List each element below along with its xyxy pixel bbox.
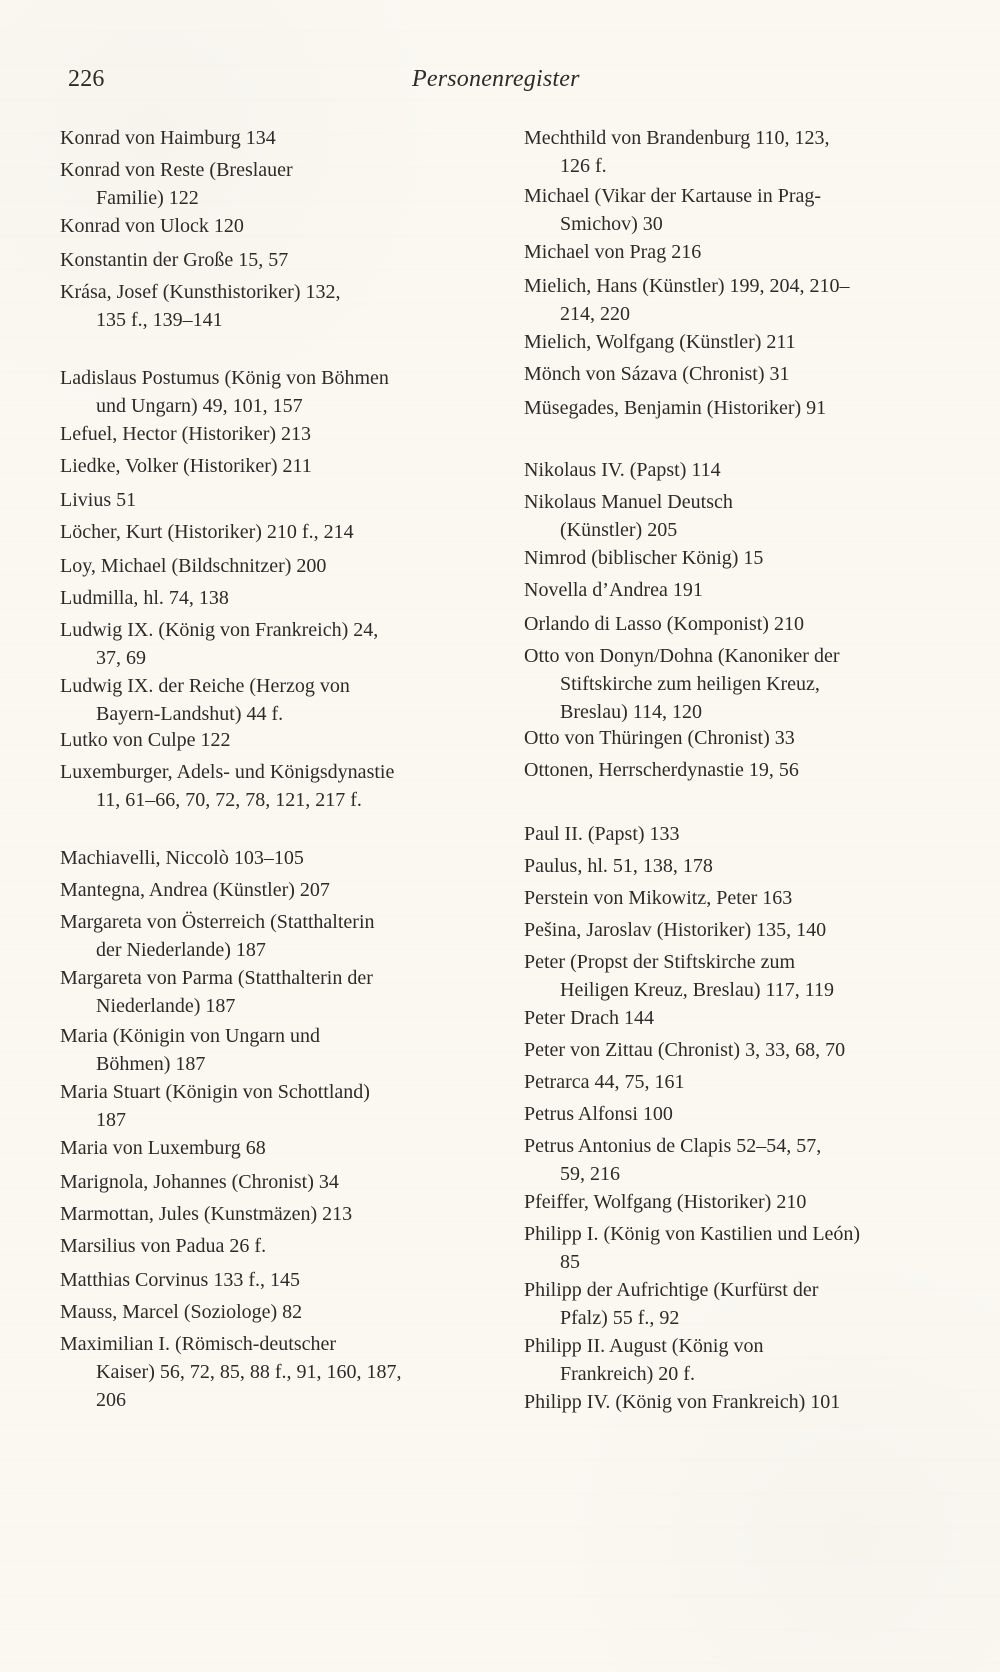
entry-continuation: Stiftskirche zum heiligen Kreuz,	[560, 673, 820, 695]
entry-line: Peter von Zittau (Chronist) 3, 33, 68, 70	[524, 1039, 846, 1061]
index-entry	[524, 272, 850, 328]
index-entry	[524, 1004, 654, 1032]
index-entry	[524, 1276, 818, 1332]
index-entry	[524, 182, 821, 238]
entry-line: Lefuel, Hector (Historiker) 213	[60, 423, 312, 445]
entry-continuation: 85	[560, 1251, 580, 1273]
index-entry	[60, 156, 293, 212]
entry-continuation: Familie) 122	[96, 187, 199, 209]
entry-continuation: 126 f.	[560, 155, 607, 177]
entry-continuation: Bayern-Landshut) 44 f.	[96, 703, 284, 725]
entry-line: Liedke, Volker (Historiker) 211	[60, 455, 312, 477]
entry-line: Müsegades, Benjamin (Historiker) 91	[524, 397, 827, 419]
index-entry	[524, 820, 680, 848]
index-entry	[60, 844, 304, 872]
entry-line: Maria von Luxemburg 68	[60, 1137, 266, 1159]
index-entry	[524, 610, 804, 638]
entry-continuation: Böhmen) 187	[96, 1053, 206, 1075]
entry-line: Matthias Corvinus 133 f., 145	[60, 1269, 300, 1291]
index-entry	[524, 724, 795, 752]
entry-line: Ludwig IX. (König von Frankreich) 24,	[60, 619, 379, 641]
index-entry	[524, 456, 721, 484]
index-entry	[524, 1068, 685, 1096]
entry-line: Konrad von Reste (Breslauer	[60, 159, 293, 181]
entry-line: Mielich, Hans (Künstler) 199, 204, 210–	[524, 275, 850, 297]
entry-continuation: der Niederlande) 187	[96, 939, 266, 961]
entry-continuation: 206	[96, 1389, 126, 1411]
index-entry	[524, 576, 703, 604]
entry-line: Mönch von Sázava (Chronist) 31	[524, 363, 790, 385]
index-entry	[60, 518, 354, 546]
index-entry	[524, 884, 792, 912]
entry-continuation: Heiligen Kreuz, Breslau) 117, 119	[560, 979, 834, 1001]
index-entry	[60, 964, 373, 1020]
entry-line: Otto von Thüringen (Chronist) 33	[524, 727, 795, 749]
entry-line: Ludmilla, hl. 74, 138	[60, 587, 229, 609]
index-entry	[524, 544, 763, 572]
index-entry	[524, 124, 830, 180]
entry-line: Ladislaus Postumus (König von Böhmen	[60, 367, 389, 389]
entry-line: Marignola, Johannes (Chronist) 34	[60, 1171, 339, 1193]
entry-line: Nikolaus IV. (Papst) 114	[524, 459, 721, 481]
entry-line: Mantegna, Andrea (Künstler) 207	[60, 879, 330, 901]
entry-continuation: 11, 61–66, 70, 72, 78, 121, 217 f.	[96, 789, 362, 811]
entry-line: Petrus Alfonsi 100	[524, 1103, 673, 1125]
index-entry	[60, 552, 326, 580]
entry-line: Nimrod (biblischer König) 15	[524, 547, 764, 569]
index-entry	[524, 238, 701, 266]
index-entry	[524, 1188, 806, 1216]
entry-continuation: 135 f., 139–141	[96, 309, 223, 331]
index-entry	[60, 1168, 339, 1196]
index-entry	[60, 726, 231, 754]
entry-continuation: Pfalz) 55 f., 92	[560, 1307, 680, 1329]
index-entry	[524, 642, 840, 726]
entry-line: Konrad von Ulock 120	[60, 215, 244, 237]
entry-line: Livius 51	[60, 489, 137, 511]
entry-line: Michael (Vikar der Kartause in Prag-	[524, 185, 822, 207]
entry-line: Margareta von Parma (Statthalterin der	[60, 967, 373, 989]
entry-line: Krása, Josef (Kunsthistoriker) 132,	[60, 281, 341, 303]
entry-continuation: Frankreich) 20 f.	[560, 1363, 695, 1385]
entry-line: Perstein von Mikowitz, Peter 163	[524, 887, 793, 909]
index-entry	[60, 1200, 352, 1228]
entry-line: Petrus Antonius de Clapis 52–54, 57,	[524, 1135, 822, 1157]
index-entry	[524, 852, 713, 880]
entry-line: Konstantin der Große 15, 57	[60, 249, 289, 271]
index-entry	[524, 948, 834, 1004]
index-entry	[60, 364, 389, 420]
entry-line: Nikolaus Manuel Deutsch	[524, 491, 733, 513]
entry-line: Pešina, Jaroslav (Historiker) 135, 140	[524, 919, 827, 941]
index-entry	[60, 876, 330, 904]
index-entry	[524, 756, 799, 784]
index-entry	[60, 1134, 266, 1162]
entry-continuation: 37, 69	[96, 647, 146, 669]
entry-line: Marmottan, Jules (Kunstmäzen) 213	[60, 1203, 353, 1225]
entry-line: Philipp der Aufrichtige (Kurfürst der	[524, 1279, 819, 1301]
entry-line: Petrarca 44, 75, 161	[524, 1071, 685, 1093]
entry-line: Konrad von Haimburg 134	[60, 127, 276, 149]
index-entry	[60, 908, 375, 964]
index-entry	[60, 1232, 266, 1260]
entry-line: Lutko von Culpe 122	[60, 729, 231, 751]
entry-line: Otto von Donyn/Dohna (Kanoniker der	[524, 645, 840, 667]
entry-continuation: und Ungarn) 49, 101, 157	[96, 395, 303, 417]
index-entry	[60, 212, 244, 240]
entry-line: Löcher, Kurt (Historiker) 210 f., 214	[60, 521, 354, 543]
index-entry	[60, 452, 312, 480]
index-entry	[524, 1388, 840, 1416]
index-entry	[60, 246, 288, 274]
index-entry	[524, 1220, 860, 1276]
entry-continuation: Breslau) 114, 120	[560, 701, 703, 723]
index-entry	[524, 1100, 673, 1128]
index-entry	[60, 584, 229, 612]
entry-continuation: Smichov) 30	[560, 213, 663, 235]
index-entry	[524, 394, 826, 422]
index-entry	[60, 672, 350, 728]
index-entry	[60, 278, 341, 334]
index-entry	[60, 1298, 302, 1326]
entry-line: Mielich, Wolfgang (Künstler) 211	[524, 331, 796, 353]
entry-continuation: 214, 220	[560, 303, 630, 325]
entry-line: Marsilius von Padua 26 f.	[60, 1235, 267, 1257]
index-entry	[524, 916, 826, 944]
entry-line: Mechthild von Brandenburg 110, 123,	[524, 127, 830, 149]
entry-line: Mauss, Marcel (Soziologe) 82	[60, 1301, 303, 1323]
index-entry	[60, 1022, 320, 1078]
entry-line: Pfeiffer, Wolfgang (Historiker) 210	[524, 1191, 807, 1213]
entry-line: Maximilian I. (Römisch-deutscher	[60, 1333, 337, 1355]
entry-line: Philipp II. August (König von	[524, 1335, 764, 1357]
index-entry	[60, 420, 311, 448]
index-entry	[60, 1078, 370, 1134]
index-entry	[60, 758, 394, 814]
entry-line: Loy, Michael (Bildschnitzer) 200	[60, 555, 327, 577]
entry-continuation: 187	[96, 1109, 126, 1131]
entry-line: Paul II. (Papst) 133	[524, 823, 680, 845]
entry-line: Margareta von Österreich (Statthalterin	[60, 911, 375, 933]
entry-line: Maria (Königin von Ungarn und	[60, 1025, 320, 1047]
index-entry	[524, 1036, 845, 1064]
entry-line: Ottonen, Herrscherdynastie 19, 56	[524, 759, 799, 781]
entry-line: Michael von Prag 216	[524, 241, 702, 263]
entry-line: Ludwig IX. der Reiche (Herzog von	[60, 675, 350, 697]
index-entry	[524, 328, 796, 356]
entry-line: Orlando di Lasso (Komponist) 210	[524, 613, 804, 635]
entry-continuation: 59, 216	[560, 1163, 620, 1185]
index-entry	[524, 488, 733, 544]
entry-continuation: (Künstler) 205	[560, 519, 678, 541]
index-entry	[524, 1132, 821, 1188]
entry-line: Maria Stuart (Königin von Schottland)	[60, 1081, 370, 1103]
index-entry	[60, 486, 136, 514]
entry-line: Philipp I. (König von Kastilien und León)	[524, 1223, 861, 1245]
index-entry	[60, 616, 378, 672]
entry-continuation: Kaiser) 56, 72, 85, 88 f., 91, 160, 187,	[96, 1361, 402, 1383]
entry-continuation: Niederlande) 187	[96, 995, 236, 1017]
entry-line: Novella d’Andrea 191	[524, 579, 703, 601]
page-number: 226	[68, 66, 105, 92]
entry-line: Peter Drach 144	[524, 1007, 654, 1029]
entry-line: Philipp IV. (König von Frankreich) 101	[524, 1391, 841, 1413]
entry-line: Luxemburger, Adels- und Königsdynastie	[60, 761, 395, 783]
index-entry	[60, 1330, 402, 1414]
entry-line: Peter (Propst der Stiftskirche zum	[524, 951, 796, 973]
index-entry	[524, 360, 790, 388]
entry-line: Machiavelli, Niccolò 103–105	[60, 847, 304, 869]
index-entry	[60, 124, 276, 152]
index-entry	[60, 1266, 300, 1294]
index-entry	[524, 1332, 763, 1388]
page-title: Personenregister	[412, 66, 580, 92]
entry-line: Paulus, hl. 51, 138, 178	[524, 855, 713, 877]
